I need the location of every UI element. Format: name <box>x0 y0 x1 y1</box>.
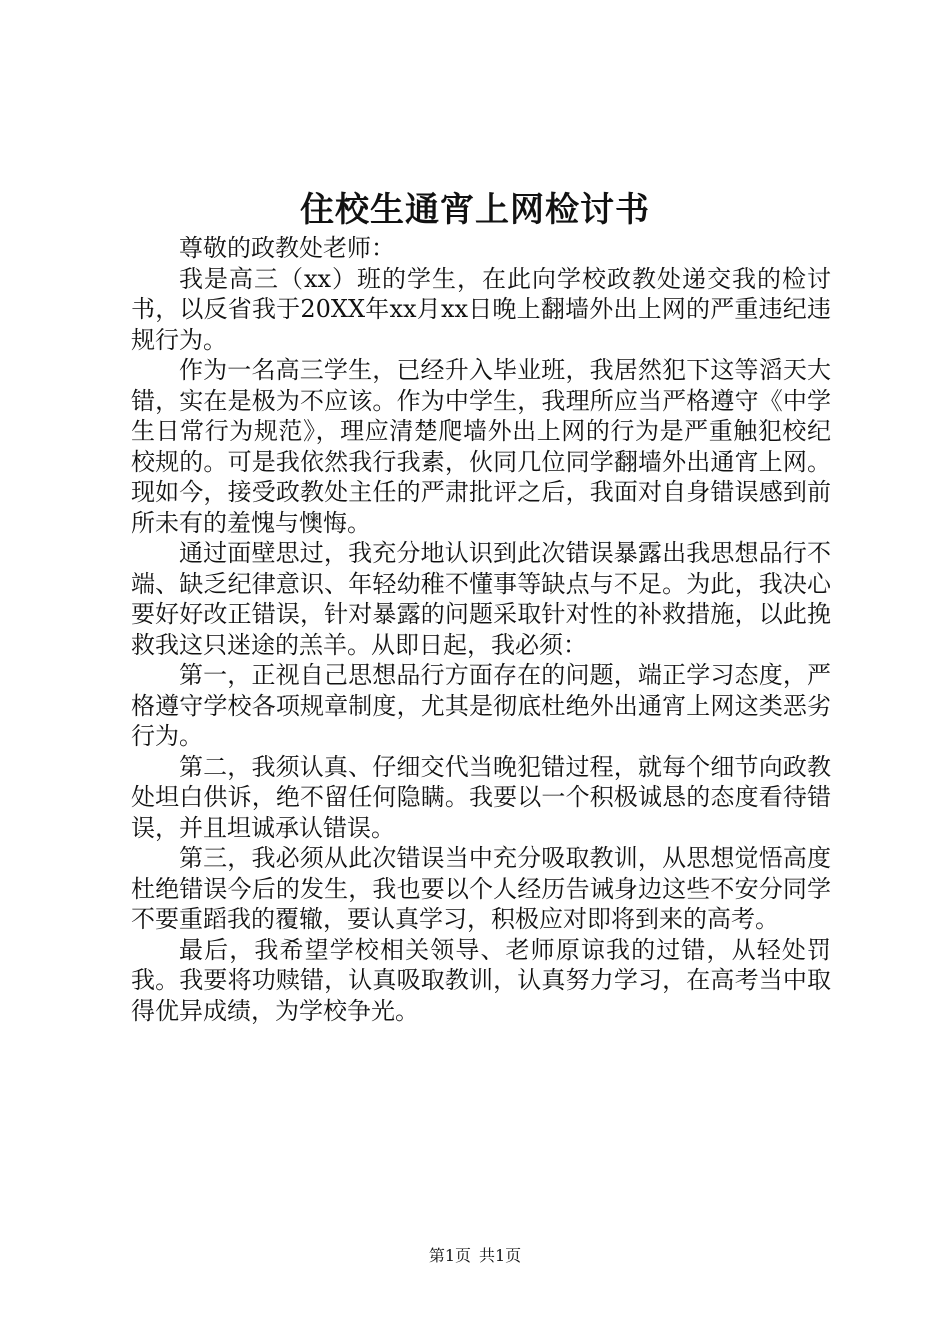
salutation-paragraph: 尊敬的政教处老师： <box>179 234 395 262</box>
closing-paragraph: 最后，我希望学校相关领导、老师原谅我的过错，从轻处罚我。我要将功赎错，认真吸取教训，认真努力学习，在高考当中取得优异成绩，为学校争光。 <box>131 935 831 1025</box>
body-paragraph: 第二，我须认真、仔细交代当晚犯错过程，就每个细节向政教处坦白供诉，绝不留任何隐瞒。我要以一个积极诚恳的态度看待错误，并且坦诚承认错误。 <box>131 752 831 842</box>
page-total: 共1页 <box>479 1246 522 1265</box>
page-footer <box>0 1244 950 1268</box>
page-number: 第1页 <box>428 1246 471 1265</box>
body-paragraph: 第三，我必须从此次错误当中充分吸取教训，从思想觉悟高度杜绝错误今后的发生，我也要以个人经历告诫身边这些不安分同学不要重蹈我的覆辙，要认真学习，积极应对即将到来的高考。 <box>131 844 831 933</box>
document-body <box>131 233 831 1026</box>
document-title: 住校生通宵上网检讨书 <box>300 190 650 230</box>
body-paragraph: 我是高三（xx）班的学生，在此向学校政教处递交我的检讨书，以反省我于20XX年xx月xx日晚上翻墙外出上网的严重违纪违规行为。 <box>131 264 831 354</box>
body-paragraph: 作为一名高三学生，已经升入毕业班，我居然犯下这等滔天大错，实在是极为不应该。作为中学生，我理所应当严格遵守《中学生日常行为规范》，理应清楚爬墙外出上网的行为是严重触犯校纪校规的。可是我依然我行我素，伙同几位同学翻墙外出通宵上网。现如今，接受政教处主任的严肃批评之后，我面对自身错误感到前所未有的羞愧与懊悔。 <box>131 356 831 537</box>
body-paragraph: 第一，正视自己思想品行方面存在的问题，端正学习态度，严格遵守学校各项规章制度，尤其是彻底杜绝外出通宵上网这类恶劣行为。 <box>131 661 831 750</box>
body-paragraph: 通过面壁思过，我充分地认识到此次错误暴露出我思想品行不端、缺乏纪律意识、年轻幼稚不懂事等缺点与不足。为此，我决心要好好改正错误，针对暴露的问题采取针对性的补救措施，以此挽救我这只迷途的羔羊。从即日起，我必须： <box>131 539 831 659</box>
